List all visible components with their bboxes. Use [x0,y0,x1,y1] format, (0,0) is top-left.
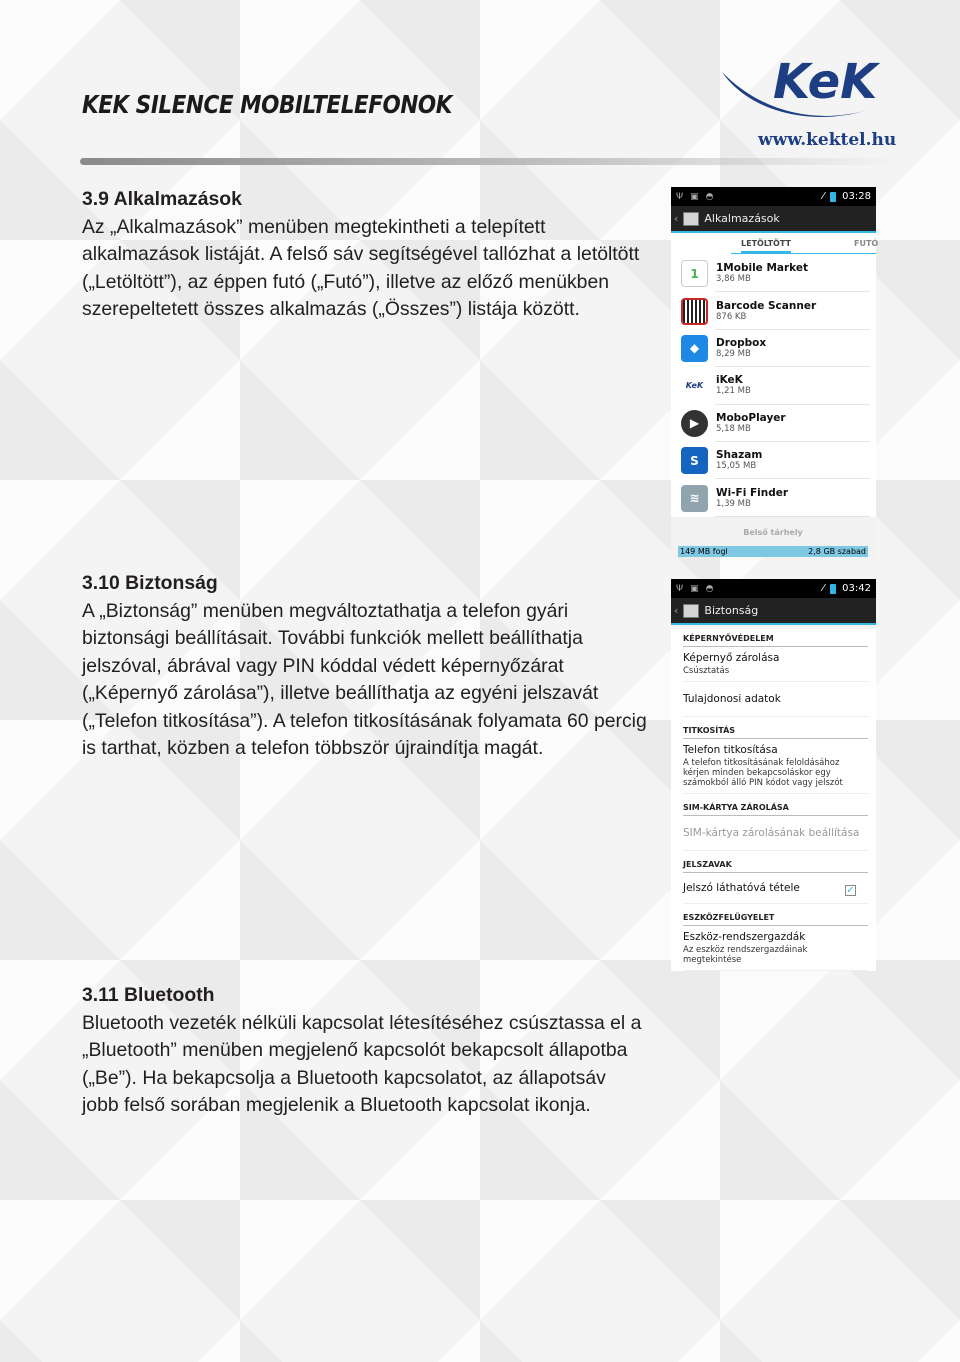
battery-icon [830,192,836,202]
section-heading: 3.11 Bluetooth [82,984,215,1006]
list-item[interactable] [671,292,876,329]
section-body: Bluetooth vezeték nélküli kapcsolat létesítéséhez csúsztassa el a „Bluetooth” menüben megjelenő kapcsolót bekapcsolt állapotba („Be”). Ha bekapcsolja a Bluetooth kapcsolatot, az állapotsáv jobb felső sorában megjelenik a Bluetooth kapcsolat ikonja. [82,1011,642,1116]
list-item[interactable] [671,442,876,479]
app-size: 876 KB [716,311,747,322]
app-name: iKeK [716,374,743,387]
list-item[interactable] [671,367,876,404]
item-summary: Az eszköz rendszergazdáinak megtekintése [683,945,808,965]
section-body: Az „Alkalmazások” menüben megtekintheti a telepített alkalmazások listáját. A felső sáv segítségével tallózhat a letöltött („Letöltött”), az éppen futó („Futó”), illetve az előző menükben szerepeltetett összes alkalmazás („Összes”) listája között. [82,215,640,320]
app-size: 15,05 MB [716,461,757,472]
app-size: 5,18 MB [716,423,751,434]
category-header: KÉPERNYŐVÉDELEM [683,629,868,647]
section-heading: 3.10 Biztonság [82,572,218,594]
battery-icon [830,584,836,594]
app-name: 1Mobile Market [716,262,809,275]
item-title: Telefon titkosítása [683,744,778,756]
logo-url: www.kektel.hu [758,130,897,150]
signal-icon: ⁄ [822,583,825,594]
list-item[interactable] [671,479,876,516]
category-header: TITKOSÍTÁS [683,721,868,739]
usb-icon: Ψ [676,583,684,594]
barcode-icon [681,298,708,325]
document-title: KEK SILENCE MOBILTELEFONOK [82,90,452,119]
security-screenshot [671,579,876,965]
dropbox-icon: ◆ [681,335,708,362]
storage-label: Belső tárhely [743,528,803,537]
app-name: Wi-Fi Finder [716,486,789,499]
tab-running[interactable]: FUTÓ [854,239,879,248]
encrypt-phone-item[interactable] [683,739,868,794]
show-password-item[interactable] [683,873,868,904]
item-summary: A telefon titkosításának feloldásához kérjen minden bekapcsoláskor egy számokból álló PIN kódot vagy jelszót [683,758,843,788]
item-title: Képernyő zárolása [683,652,780,664]
list-item[interactable] [671,405,876,442]
settings-app-icon [683,604,699,618]
app-name: MoboPlayer [716,411,786,424]
item-summary: Csúsztatás [683,666,730,676]
app-name: Shazam [716,449,763,462]
logo-text: KeK [773,54,878,110]
sd-icon: ▣ [690,583,699,594]
storage-free: 2,8 GB szabad [808,547,866,556]
header-divider [80,158,900,165]
device-admin-item[interactable] [683,926,868,971]
app-size: 8,29 MB [716,348,751,359]
screen-lock-item[interactable] [683,647,868,682]
list-item[interactable] [671,330,876,367]
sd-icon: ▣ [690,191,699,202]
back-icon[interactable]: ‹ [674,212,679,225]
settings-list [671,629,876,971]
action-bar[interactable] [671,206,876,233]
tab-strip [671,233,879,255]
tab-underline [731,253,876,254]
action-bar[interactable] [671,598,876,625]
section-body: A „Biztonság” menüben megváltoztathatja a telefon gyári biztonsági beállításait. További funkciók mellett beállíthatja jelszóval, ábrával vagy PIN kóddal védett képernyőzárat („Képernyő zárolása”), illetve beállíthatja az egyéni jelszavát („Telefon titkosítása”). A telefon titkosításának folyamata 60 percig is tarthat, közben a telefon többször újraindítja magát. [82,599,647,759]
1mobile-icon: 1 [681,260,708,287]
section-alkalmazasok [82,186,647,324]
section-heading: 3.9 Alkalmazások [82,188,242,210]
item-title: SIM-kártya zárolásának beállítása [683,827,860,839]
clock: 03:42 [842,583,871,594]
category-header: SIM-KÁRTYA ZÁROLÁSA [683,798,868,816]
apps-screenshot [671,187,879,557]
android-icon: ◓ [705,191,714,202]
clock: 03:28 [842,191,871,202]
back-icon[interactable]: ‹ [674,604,679,617]
screen-title: Alkalmazások [704,212,780,225]
wifi-icon: ≋ [681,485,708,512]
android-icon: ◓ [705,583,714,594]
checkbox-checked-icon[interactable]: ✓ [846,885,855,896]
sim-lock-item[interactable] [683,816,868,851]
ikek-icon: KeK [681,372,708,399]
storage-bar [678,526,868,557]
item-title: Eszköz-rendszergazdák [683,931,806,943]
category-header: JELSZAVAK [683,855,868,873]
app-size: 1,39 MB [716,498,751,509]
section-bluetooth [82,982,647,1120]
storage-meter [678,546,868,557]
screen-title: Biztonság [704,604,759,617]
tab-downloaded[interactable]: LETÖLTÖTT [741,239,791,253]
category-header: ESZKÖZFELÜGYELET [683,908,868,926]
settings-app-icon [683,212,699,226]
play-icon: ▶ [681,410,708,437]
item-title: Tulajdonosi adatok [683,693,781,705]
app-list [671,255,876,517]
owner-info-item[interactable] [683,682,868,717]
status-bar [671,579,876,598]
item-title: Jelszó láthatóvá tétele [683,882,800,894]
storage-used: 149 MB fogl [680,547,728,556]
app-size: 3,86 MB [716,274,751,285]
status-bar [671,187,876,206]
app-name: Dropbox [716,336,767,349]
usb-icon: Ψ [676,191,684,202]
signal-icon: ⁄ [822,191,825,202]
app-size: 1,21 MB [716,386,751,397]
section-biztonsag [82,570,647,763]
list-item[interactable] [671,255,876,292]
shazam-icon: S [681,447,708,474]
app-name: Barcode Scanner [716,299,817,312]
